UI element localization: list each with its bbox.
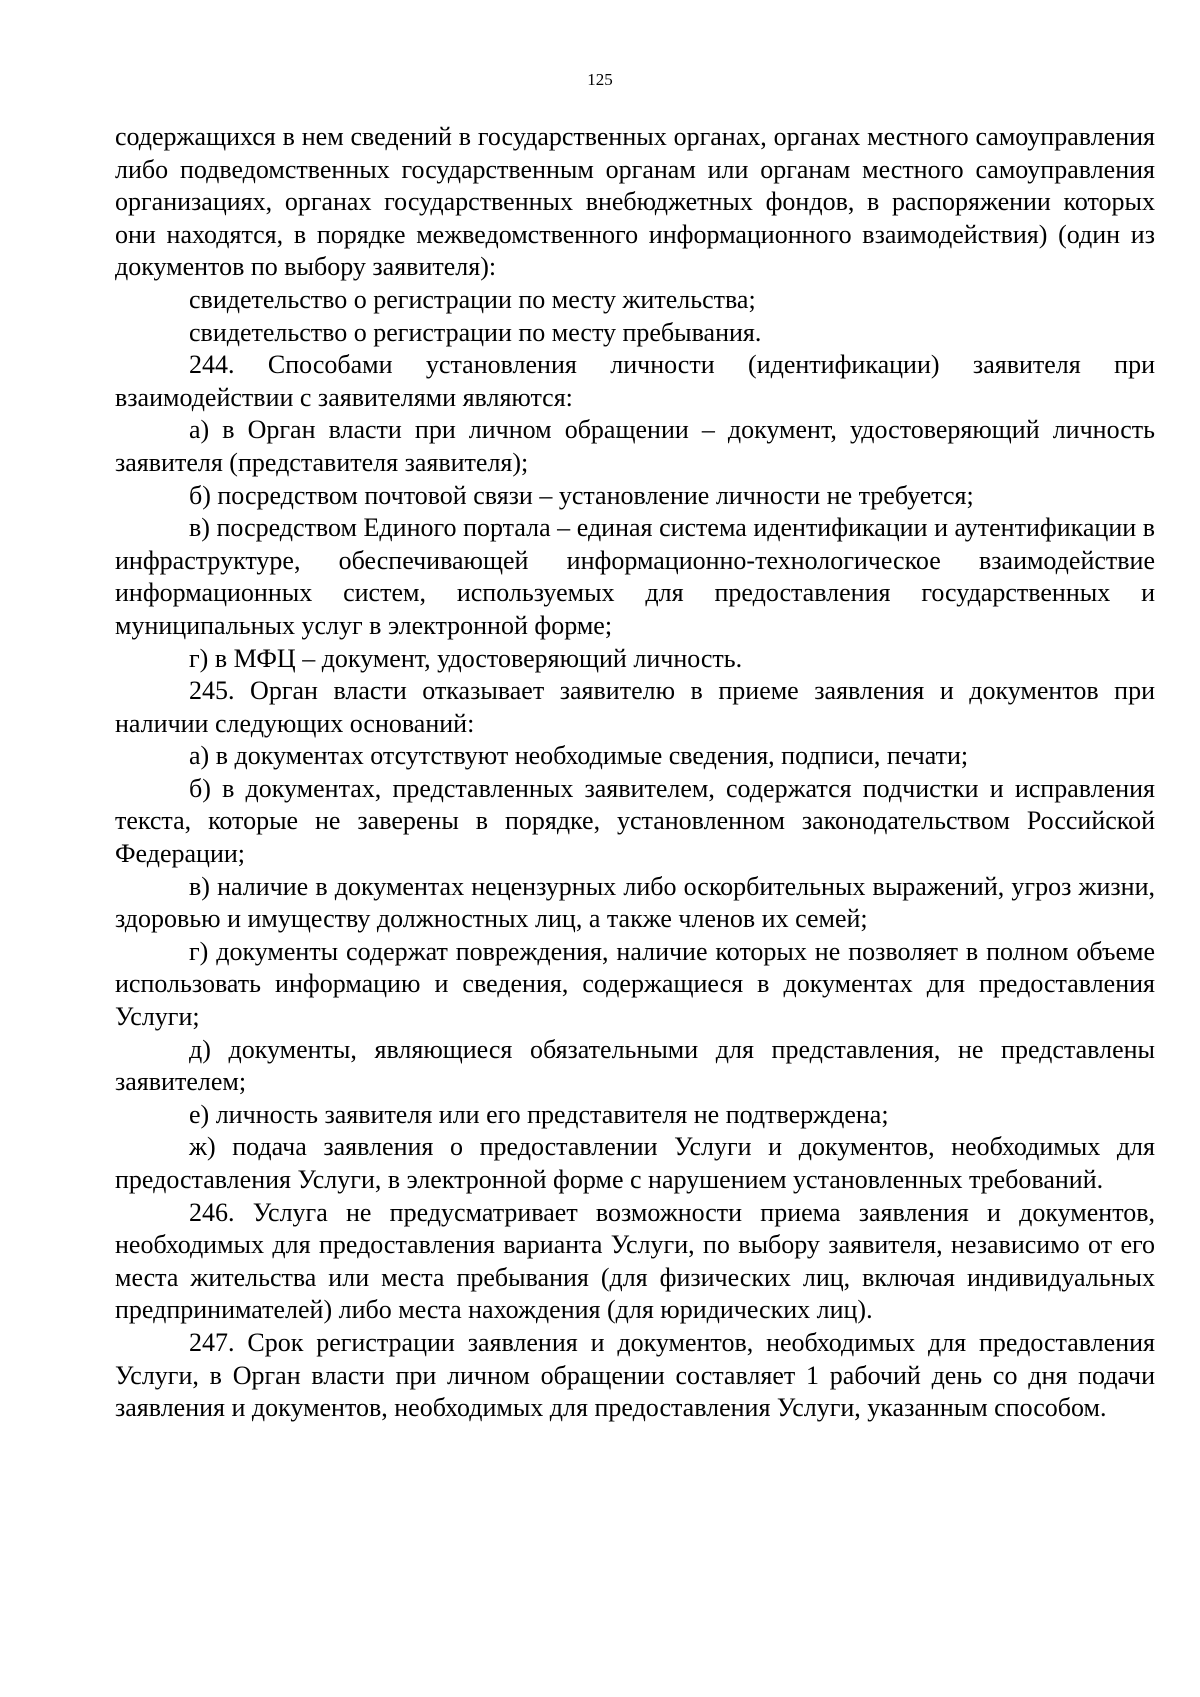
list-item-244-a: а) в Орган власти при личном обращении – документ, удостоверяющий личность заявителя (представителя заявителя); [115, 415, 1155, 477]
list-item-245-e: е) личность заявителя или его представителя не подтверждена; [189, 1099, 889, 1129]
paragraph-245: 245. Орган власти отказывает заявителю в приеме заявления и документов при наличии следующих оснований: [115, 676, 1155, 738]
page-number: 125 [587, 70, 613, 89]
paragraph-247: 247. Срок регистрации заявления и документов, необходимых для предоставления Услуги, в Орган власти при личном обращении составляет 1 рабочий день со дня подачи заявления и документов, необходимых для предоставления Услуги, указанным способом. [115, 1327, 1155, 1423]
list-item-245-zh: ж) подача заявления о предоставлении Услуги и документов, необходимых для предоставления Услуги, в электронной форме с нарушением установленных требований. [115, 1132, 1155, 1194]
list-item-245-a: а) в документах отсутствуют необходимые сведения, подписи, печати; [189, 741, 969, 771]
paragraph-244: 244. Способами установления личности (идентификации) заявителя при взаимодействии с заявителями являются: [115, 350, 1155, 412]
list-item-244-v: в) посредством Единого портала – единая система идентификации и аутентификации в инфраструктуре, обеспечивающей информационно-технологическое взаимодействие информационных систем, используемых для предоставления государственных и муниципальных услуг в электронной форме; [115, 513, 1155, 640]
paragraph-continuation: содержащихся в нем сведений в государственных органах, органах местного самоуправления либо подведомственных государственным органам или органам местного самоуправления организациях, органах государственных внебюджетных фондов, в распоряжении которых они находятся, в порядке межведомственного информационного взаимодействия) (один из документов по выбору заявителя): [115, 122, 1155, 282]
paragraph-246: 246. Услуга не предусматривает возможности приема заявления и документов, необходимых для предоставления варианта Услуги, по выбору заявителя, независимо от его места жительства или места пребывания (для физических лиц, включая индивидуальных предпринимателей) либо места нахождения (для юридических лиц). [115, 1197, 1155, 1325]
list-item-245-v: в) наличие в документах нецензурных либо оскорбительных выражений, угроз жизни, здоровью и имуществу должностных лиц, а также членов их семей; [115, 871, 1155, 934]
list-item-245-d: д) документы, являющиеся обязательными для представления, не представлены заявителем; [115, 1034, 1155, 1097]
list-item-244-g: г) в МФЦ – документ, удостоверяющий личность. [189, 643, 743, 673]
list-item-245-g: г) документы содержат повреждения, наличие которых не позволяет в полном объеме использовать информацию и сведения, содержащиеся в документах для предоставления Услуги; [115, 936, 1155, 1032]
paragraph-stay-certificate: свидетельство о регистрации по месту пребывания. [189, 317, 762, 347]
list-item-244-b: б) посредством почтовой связи – установление личности не требуется; [189, 480, 974, 510]
paragraph-residence-certificate: свидетельство о регистрации по месту жительства; [189, 284, 756, 314]
list-item-245-b: б) в документах, представленных заявителем, содержатся подчистки и исправления текста, которые не заверены в порядке, установленном законодательством Российской Федерации; [115, 773, 1155, 869]
document-body [115, 121, 1155, 1425]
